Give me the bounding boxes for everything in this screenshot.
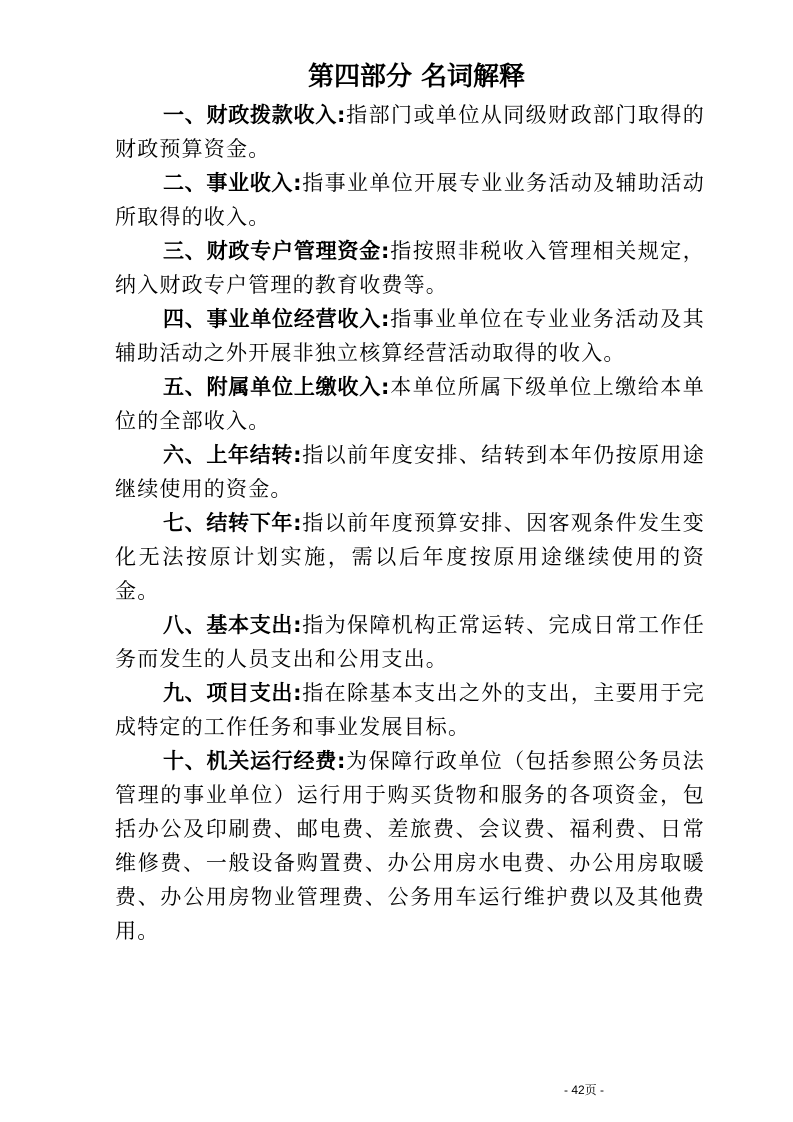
glossary-entry xyxy=(115,166,705,234)
glossary-entry xyxy=(115,98,705,166)
glossary-entry xyxy=(115,370,705,438)
glossary-definition: 指事业单位开展专业业务活动及辅助活动所取得的收入。 xyxy=(115,171,705,229)
glossary-entry xyxy=(115,676,705,744)
glossary-definition: 指为保障机构正常运转、完成日常工作任务而发生的人员支出和公用支出。 xyxy=(115,613,705,671)
glossary-term: 八、基本支出: xyxy=(163,613,303,637)
glossary-definition: 指在除基本支出之外的支出，主要用于完成特定的工作任务和事业发展目标。 xyxy=(115,681,705,739)
glossary-entry xyxy=(115,302,705,370)
page-number: - 42页 - xyxy=(563,1083,604,1097)
glossary-entry xyxy=(115,438,705,506)
glossary-entry xyxy=(115,608,705,676)
glossary-term: 五、附属单位上缴收入: xyxy=(163,375,390,399)
glossary-entry xyxy=(115,234,705,302)
glossary-definition: 指事业单位在专业业务活动及其辅助活动之外开展非独立核算经营活动取得的收入。 xyxy=(115,307,705,365)
glossary-definition: 指以前年度安排、结转到本年仍按原用途继续使用的资金。 xyxy=(115,443,705,501)
glossary-definition: 指以前年度预算安排、因客观条件发生变化无法按原计划实施，需以后年度按原用途继续使用的资金。 xyxy=(115,511,705,603)
glossary-term: 六、上年结转: xyxy=(163,443,303,467)
glossary-term: 一、财政拨款收入: xyxy=(163,103,346,127)
glossary-term: 三、财政专户管理资金: xyxy=(163,239,390,263)
glossary-definition: 指部门或单位从同级财政部门取得的财政预算资金。 xyxy=(115,103,706,161)
glossary-definition: 为保障行政单位（包括参照公务员法管理的事业单位）运行用于购买货物和服务的各项资金，包括办公及印刷费、邮电费、差旅费、会议费、福利费、日常维修费、一般设备购置费、办公用房水电费、办公用房取暖费、办公用房物业管理费、公务用车运行维护费以及其他费用。 xyxy=(115,749,706,943)
glossary-definition: 本单位所属下级单位上缴给本单位的全部收入。 xyxy=(115,375,705,433)
glossary-term: 七、结转下年: xyxy=(163,511,303,535)
page-title: 第四部分 名词解释 xyxy=(307,62,526,92)
glossary-term: 十、机关运行经费: xyxy=(163,749,346,773)
glossary-term: 四、事业单位经营收入: xyxy=(163,307,390,331)
glossary-term: 二、事业收入: xyxy=(163,171,303,195)
glossary-definition: 指按照非税收入管理相关规定，纳入财政专户管理的教育收费等。 xyxy=(115,239,705,297)
glossary-entry xyxy=(115,744,705,948)
glossary-entry xyxy=(115,506,705,608)
glossary-list xyxy=(115,98,705,948)
glossary-term: 九、项目支出: xyxy=(163,681,303,705)
